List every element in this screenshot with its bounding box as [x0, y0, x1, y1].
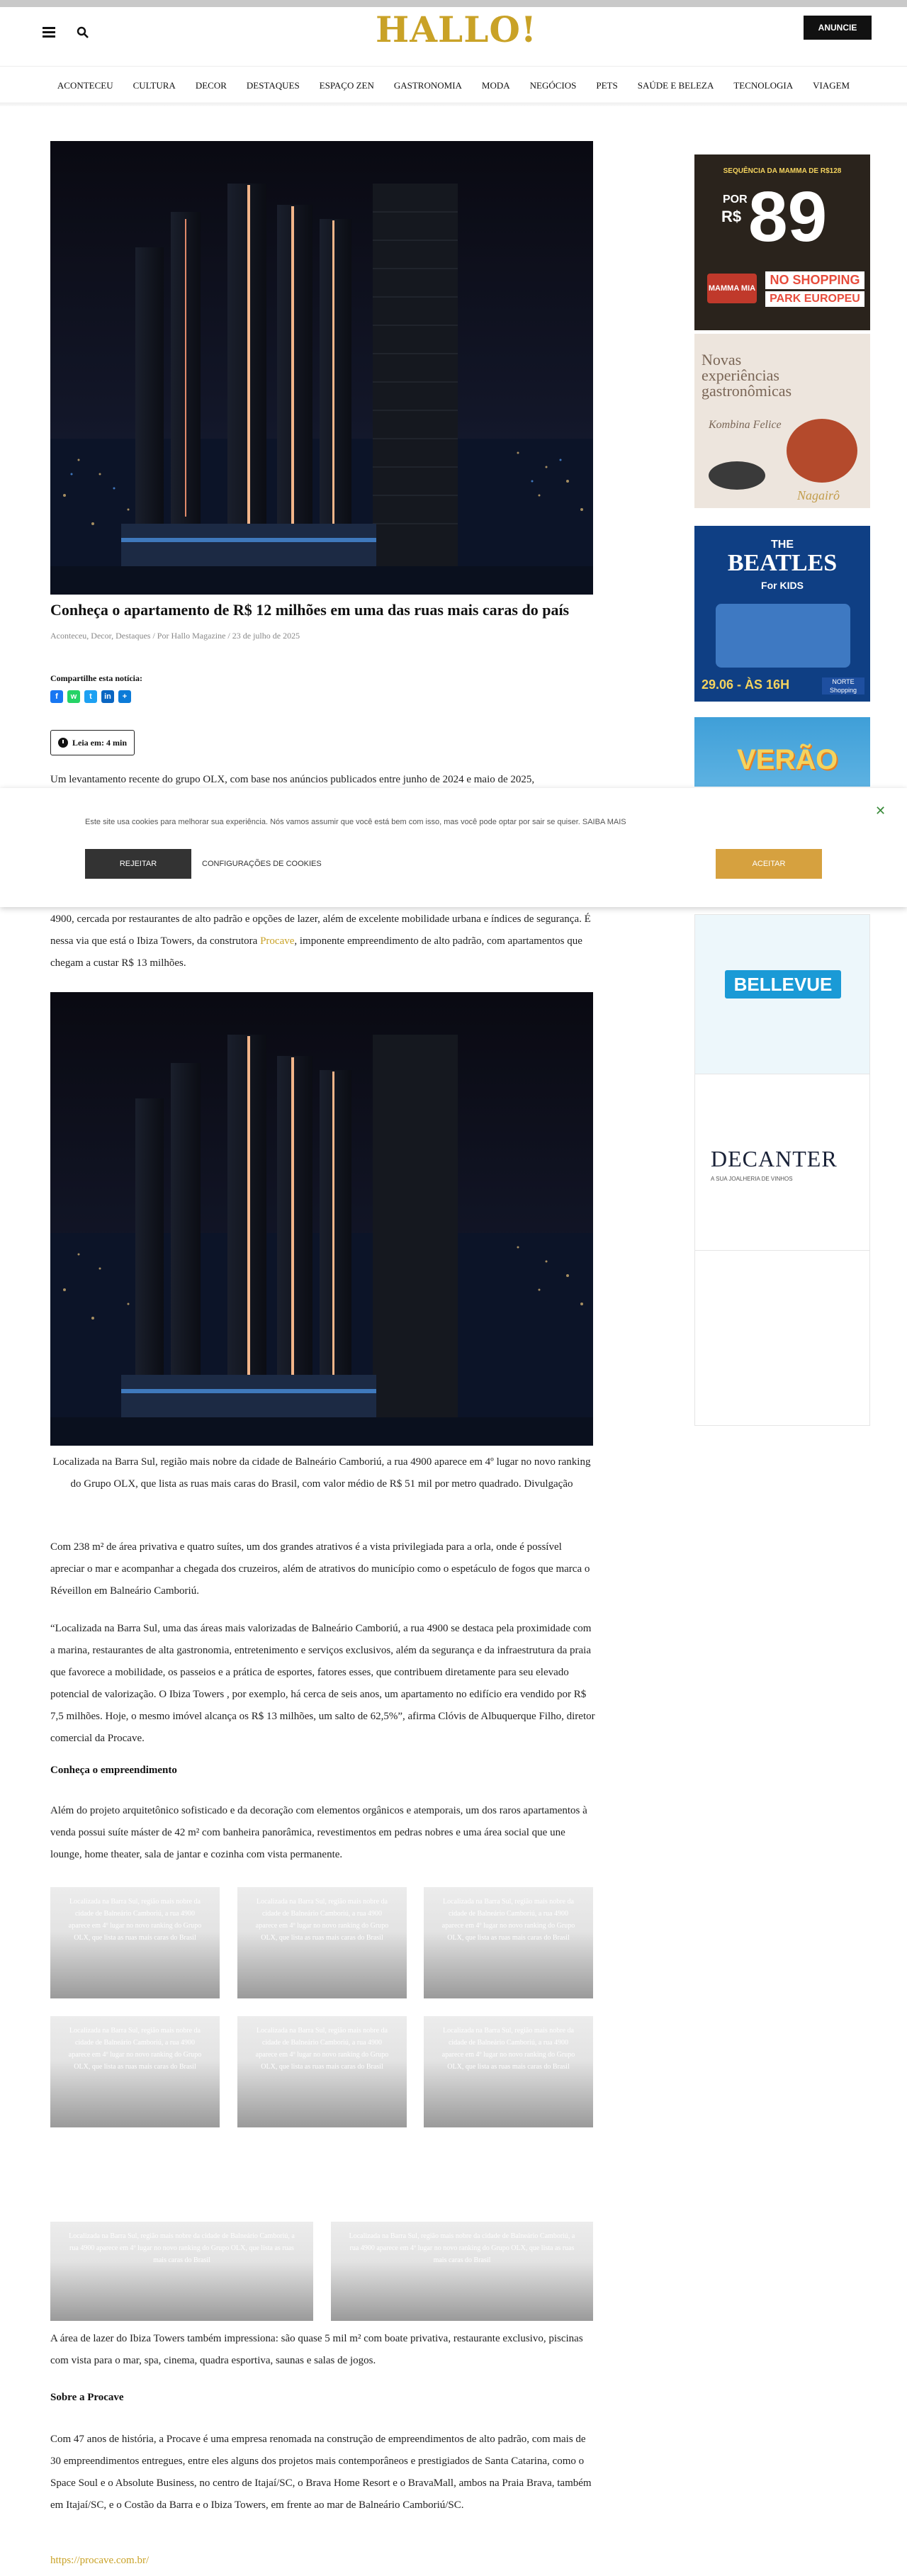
gallery-image[interactable]: Localizada na Barra Sul, região mais nobre da cidade de Balneário Camboriú, a rua 4900 aparece em 4º lugar no novo ranking do Grupo OLX, que lista as ruas mais caras do Brasil — [424, 2016, 593, 2127]
share-buttons — [50, 690, 131, 703]
article-paragraph-6: A área de lazer do Ibiza Towers também impressiona: são quase 5 mil m² com boate privativa, restaurante exclusivo, piscinas com vista para o mar, spa, cinema, quadra esportiva, saunas e salas de jogos. — [50, 2333, 583, 2366]
ad-bellevue[interactable]: BELLEVUE — [695, 915, 869, 1074]
gallery-image[interactable]: Localizada na Barra Sul, região mais nobre da cidade de Balneário Camboriú, a rua 4900 aparece em 4º lugar no novo ranking do Grupo OLX, que lista as ruas mais caras do Brasil — [424, 1887, 593, 1998]
nav-item-gastronomia[interactable]: GASTRONOMIA — [393, 79, 462, 91]
nav-item-pets[interactable]: PETS — [596, 79, 618, 91]
top-strip — [0, 0, 907, 7]
ad-mamma-mia[interactable]: SEQUÊNCIA DA MAMMA DE R$128 POR R$ 89 MAMMA MIA NO SHOPPING PARK EUROPEU — [694, 154, 870, 330]
nav-item-decor[interactable]: DECOR — [195, 79, 227, 91]
nav-item-tecnologia[interactable]: TECNOLOGIA — [733, 79, 794, 91]
article-paragraph-2: 4900, cercada por restaurantes de alto padrão e opções de lazer, além de excelente mobilidade urbana e índices de segurança. É nessa via que está o Ibiza Towers, da construtora Procave, imponente empreendimento de alto padrão, com apartamentos que chegam a custar R$ 13 milhões. — [50, 913, 591, 969]
nav-item-destaques[interactable]: DESTAQUES — [246, 79, 300, 91]
cookie-banner — [0, 788, 907, 907]
nav-item-espaco-zen[interactable]: ESPAÇO ZEN — [319, 79, 374, 91]
nav-item-moda[interactable]: MODA — [481, 79, 510, 91]
linkedin-share-icon[interactable]: in — [101, 690, 114, 703]
nav-item-aconteceu[interactable]: ACONTECEU — [57, 79, 113, 91]
nav-divider — [0, 104, 907, 106]
article-paragraph-7: Com 47 anos de história, a Procave é uma empresa renomada na construção de empreendimentos de alto padrão, com mais de 30 empreendimentos entregues, entre eles alguns dos projetos mais contemporâneos e prestigiados de Santa Catarina, como o Space Soul e o Absolute Business, no centro de Itajaí/SC, o Brava Home Resort e o BravaMall, ambos na Praia Brava, também em Itajaí/SC, e o Costão da Barra e o Ibiza Towers, em frente ao mar de Balneário Camboriú/SC. — [50, 2434, 592, 2511]
article-meta: Aconteceu, Decor, Destaques / Por Hallo Magazine / 23 de julho de 2025 — [50, 631, 300, 641]
whatsapp-share-icon[interactable]: w — [67, 690, 80, 703]
gallery-image[interactable]: Localizada na Barra Sul, região mais nobre da cidade de Balneário Camboriú, a rua 4900 aparece em 4º lugar no novo ranking do Grupo OLX, que lista as ruas mais caras do Brasil — [50, 1887, 220, 1998]
gallery-image[interactable]: Localizada na Barra Sul, região mais nobre da cidade de Balneário Camboriú, a rua 4900 aparece em 4º lugar no novo ranking do Grupo OLX, que lista as ruas mais caras do Brasil — [237, 1887, 407, 1998]
nav-item-saude-beleza[interactable]: SAÚDE E BELEZA — [637, 79, 714, 91]
gallery-image[interactable]: Localizada na Barra Sul, região mais nobre da cidade de Balneário Camboriú, a rua 4900 aparece em 4º lugar no novo ranking do Grupo OLX, que lista as ruas mais caras do Brasil — [50, 2016, 220, 2127]
section-heading-empreendimento: Conheça o empreendimento — [50, 1765, 177, 1776]
read-time-badge — [50, 730, 135, 755]
sidebar-partner-box — [694, 914, 870, 1426]
anuncie-button[interactable]: ANUNCIE — [804, 16, 872, 40]
article-paragraph-5: Além do projeto arquitetônico sofisticado e da decoração com elementos orgânicos e atemporais, um dos raros apartamentos à venda possui suíte máster de 42 m² com banheira panorâmica, revestimentos em pedras nobres e uma área social que une lounge, home theater, sala de jantar e cozinha com vista permanente. — [50, 1805, 587, 1860]
ad-decanter[interactable]: DECANTER A SUA JOALHERIA DE VINHOS — [695, 1075, 869, 1251]
procave-url-link[interactable]: https://procave.com.br/ — [50, 2555, 150, 2566]
nav-item-negocios[interactable]: NEGÓCIOS — [529, 79, 577, 91]
accept-cookies-button[interactable]: ACEITAR — [716, 849, 822, 879]
image-caption: Localizada na Barra Sul, região mais nobre da cidade de Balneário Camboriú, a rua 4900 aparece em 4º lugar no novo ranking do Grupo OLX, que lista as ruas mais caras do Brasil, com valor médio de R$ 51 mil por metro quadrado. Divulgação — [52, 1456, 591, 1490]
gallery-image[interactable]: Localizada na Barra Sul, região mais nobre da cidade de Balneário Camboriú, a rua 4900 aparece em 4º lugar no novo ranking do Grupo OLX, que lista as ruas mais caras do Brasil — [331, 2222, 593, 2321]
article-paragraph-1: Um levantamento recente do grupo OLX, com base nos anúncios publicados entre junho de 2024 e maio de 2025, — [50, 774, 535, 785]
section-heading-procave: Sobre a Procave — [50, 2392, 124, 2403]
clock-icon — [58, 738, 68, 748]
gallery-image[interactable]: Localizada na Barra Sul, região mais nobre da cidade de Balneário Camboriú, a rua 4900 aparece em 4º lugar no novo ranking do Grupo OLX, que lista as ruas mais caras do Brasil — [50, 2222, 313, 2321]
twitter-share-icon[interactable]: t — [84, 690, 97, 703]
close-icon[interactable]: ✕ — [875, 804, 886, 818]
article-paragraph-4: “Localizada na Barra Sul, uma das áreas mais valorizadas de Balneário Camboriú, a rua 4900 se destaca pela proximidade com a marina, restaurantes de alta gastronomia, entretenimento e serviços exclusivos, além da segurança e da infraestrutura da praia que favorece a mobilidade, os passeios e a prática de esportes, fatores esses, que contribuem diretamente para seu elevado potencial de valorização. O Ibiza Towers , por exemplo, há cerca de seis anos, um apartamento no edifício era vendido por R$ 7,5 milhões. Hoje, o mesmo imóvel alcança os R$ 13 milhões, um salto de 62,5%”, afirma Clóvis de Albuquerque Filho, diretor comercial da Procave. — [50, 1623, 595, 1744]
article-title: Conheça o apartamento de R$ 12 milhões em uma das ruas mais caras do país — [50, 601, 570, 619]
ad-beatles-for-kids[interactable]: THE BEATLES For KIDS 29.06 - ÀS 16H NORTE Shopping — [694, 526, 870, 702]
main-nav — [0, 68, 907, 103]
site-header — [0, 7, 907, 67]
cookie-text: Este site usa cookies para melhorar sua experiência. Nós vamos assumir que você está bem com isso, mas você pode optar por sair se quiser. SAIBA MAIS — [85, 818, 626, 826]
article-paragraph-3: Com 238 m² de área privativa e quatro suítes, um dos grandes atrativos é a vista privilegiada para a orla, onde é possível apreciar o mar e acompanhar a chegada dos cruzeiros, além de atrativos do município como o espetáculo de fogos que marca o Réveillon em Balneário Camboriú. — [50, 1541, 590, 1597]
nav-item-viagem[interactable]: VIAGEM — [813, 79, 850, 91]
hero-image[interactable] — [50, 141, 593, 595]
gallery-image[interactable]: Localizada na Barra Sul, região mais nobre da cidade de Balneário Camboriú, a rua 4900 aparece em 4º lugar no novo ranking do Grupo OLX, que lista as ruas mais caras do Brasil — [237, 2016, 407, 2127]
procave-url-paragraph — [50, 2550, 596, 2572]
share-title: Compartilhe esta notícia: — [50, 673, 142, 683]
ad-verao[interactable]: VERÃO — [694, 717, 870, 787]
cookie-settings-button[interactable]: CONFIGURAÇÕES DE COOKIES — [202, 860, 322, 868]
nav-item-cultura[interactable]: CULTURA — [133, 79, 176, 91]
facebook-share-icon[interactable]: f — [50, 690, 63, 703]
ad-gastronomia[interactable]: Novas experiências gastronômicas Kombina Felice Nagairô — [694, 334, 870, 508]
reject-cookies-button[interactable]: REJEITAR — [85, 849, 191, 879]
site-logo[interactable]: HALLO! — [376, 9, 537, 50]
hamburger-menu-icon[interactable] — [43, 27, 55, 37]
more-share-icon[interactable]: + — [118, 690, 131, 703]
procave-link[interactable]: Procave — [260, 935, 295, 947]
search-icon[interactable] — [77, 26, 89, 39]
article-image[interactable] — [50, 992, 593, 1446]
read-time-label: Leia em: 4 min — [72, 737, 127, 748]
